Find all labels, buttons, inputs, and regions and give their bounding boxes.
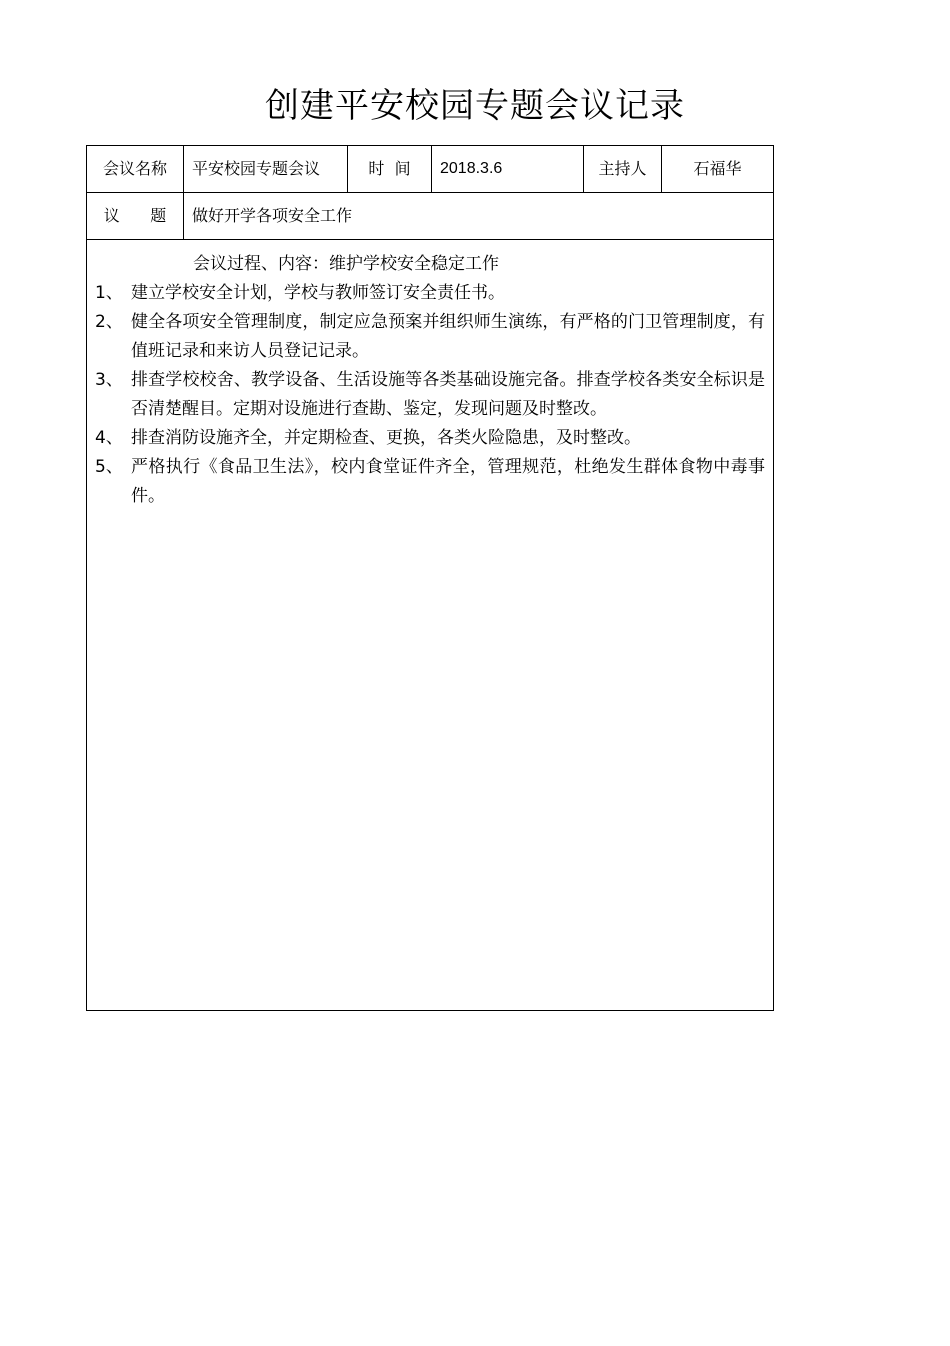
meeting-info-row <box>87 146 774 193</box>
meeting-topic-row <box>87 193 774 240</box>
list-item-text: 建立学校安全计划，学校与教师签订安全责任书。 <box>131 283 505 303</box>
meeting-host-value: 石福华 <box>662 146 774 193</box>
meeting-name-label: 会议名称 <box>87 146 184 193</box>
meeting-host-label: 主持人 <box>584 146 662 193</box>
meeting-time-label: 时 间 <box>348 146 432 193</box>
list-item <box>95 279 765 308</box>
list-item-text: 健全各项安全管理制度，制定应急预案并组织师生演练，有严格的门卫管理制度，有值班记录和来访人员登记记录。 <box>131 312 765 361</box>
meeting-content-row <box>87 240 774 1011</box>
list-item <box>95 308 765 366</box>
page-title: 创建平安校园专题会议记录 <box>265 86 685 126</box>
list-item-number: 4、 <box>95 428 123 448</box>
list-item-text: 排查消防设施齐全，并定期检查、更换，各类火险隐患，及时整改。 <box>131 428 641 448</box>
list-item-text: 排查学校校舍、教学设备、生活设施等各类基础设施完备。排查学校各类安全标识是否清楚醒目。定期对设施进行查勘、鉴定，发现问题及时整改。 <box>131 370 765 419</box>
list-item <box>95 424 765 453</box>
content-heading: 会议过程、内容：维护学校安全稳定工作 <box>193 254 499 274</box>
meeting-topic-value: 做好开学各项安全工作 <box>184 193 774 240</box>
list-item-number: 3、 <box>95 370 123 390</box>
meeting-name-value: 平安校园专题会议 <box>184 146 348 193</box>
list-item-number: 5、 <box>95 457 123 477</box>
meeting-content-cell <box>87 240 774 1011</box>
list-item-text: 严格执行《食品卫生法》，校内食堂证件齐全，管理规范，杜绝发生群体食物中毒事件。 <box>131 457 765 506</box>
meeting-topic-label: 议 题 <box>87 193 184 240</box>
meeting-time-value: 2018.3.6 <box>432 146 584 193</box>
list-item-number: 2、 <box>95 312 123 332</box>
list-item <box>95 366 765 424</box>
meeting-record-table <box>86 145 774 1011</box>
list-item <box>95 453 765 511</box>
list-item-number: 1、 <box>95 283 123 303</box>
